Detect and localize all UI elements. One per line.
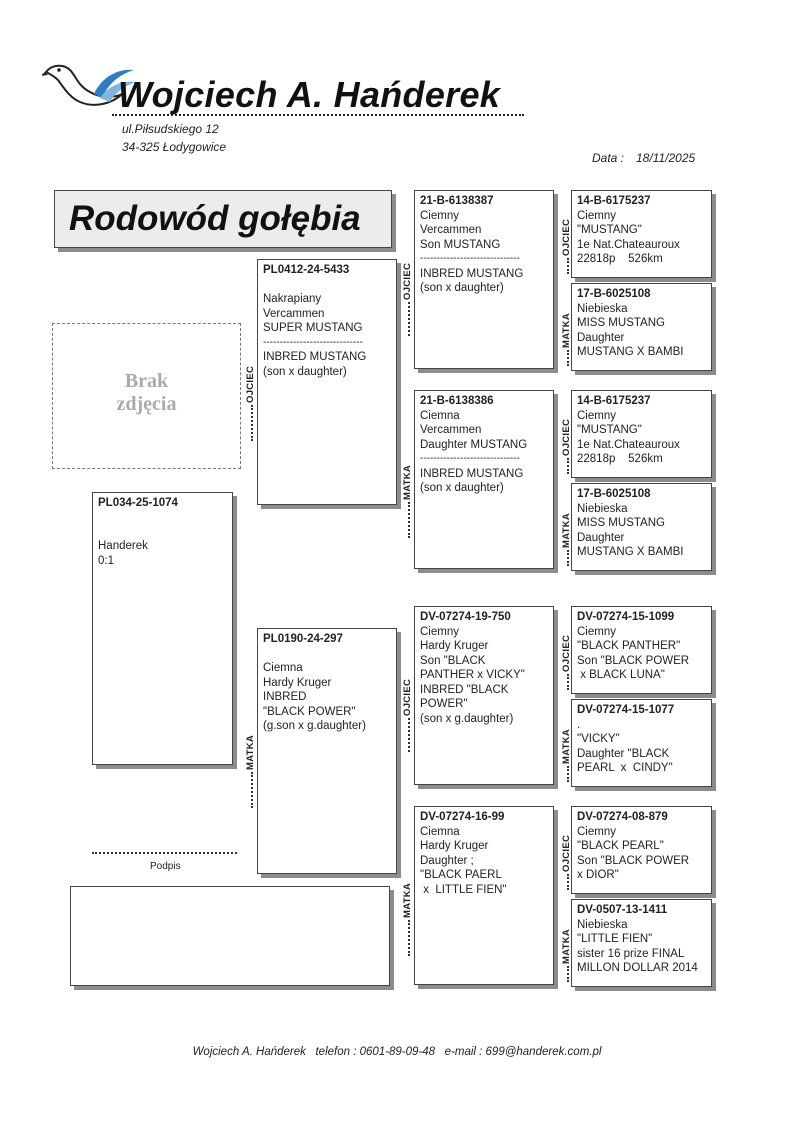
pigeon-line: .	[577, 718, 581, 731]
pigeon-line: Son MUSTANG	[420, 238, 501, 251]
sire-label: OJCIEC	[245, 365, 256, 403]
pigeon-line: (son x g.daughter)	[420, 712, 514, 725]
granddam-sire-side-card	[414, 390, 554, 569]
pigeon-line: "MUSTANG"	[577, 424, 642, 436]
ggd-label: MATKA	[561, 312, 572, 348]
grandsire-dam-side-card	[414, 606, 554, 785]
header-underline	[112, 114, 524, 116]
pigeon-line: PANTHER x VICKY"	[420, 669, 525, 681]
photo-placeholder-line2: zdjęcia	[116, 393, 177, 415]
pigeon-line: (son x daughter)	[420, 482, 504, 494]
pigeon-line: "VICKY"	[577, 733, 620, 745]
pigeon-line: PEARL x CINDY"	[577, 762, 673, 774]
ggd-label: MATKA	[561, 928, 572, 964]
pigeon-line: MUSTANG X BAMBI	[577, 546, 684, 558]
pigeon-ring: 21-B-6138386	[420, 395, 494, 407]
pigeon-line: Ciemna	[420, 825, 460, 838]
granddam-label-dots	[408, 502, 410, 538]
footer-contact: Wojciech A. Hańderek telefon : 0601-89-09-48 e-mail : 699@handerek.com.pl	[192, 1046, 602, 1058]
dam-line: Ciemna	[263, 662, 303, 674]
pigeon-line: Hardy Kruger	[420, 840, 489, 852]
photo-placeholder-line1: Brak	[124, 370, 169, 392]
pigeon-ring: DV-07274-15-1099	[577, 611, 675, 623]
sire-ring: PL0412-24-5433	[263, 264, 350, 276]
pigeon-line: Niebieska	[577, 502, 628, 515]
pigeon-line: Son "BLACK	[420, 654, 486, 667]
pigeon-line: Ciemna	[420, 409, 460, 422]
pigeon-line: x BLACK LUNA"	[577, 669, 665, 681]
great-grandparent-card	[571, 190, 712, 278]
ggs-label-dots	[567, 258, 569, 274]
dam-line: INBRED	[263, 691, 307, 703]
pigeon-line: Son "BLACK POWER	[577, 854, 690, 867]
ggd-label: MATKA	[561, 512, 572, 548]
dam-line: "BLACK POWER"	[263, 705, 356, 718]
ggs-label-dots	[567, 458, 569, 474]
pigeon-line: ------------------------------	[420, 253, 520, 264]
subject-line	[98, 511, 227, 526]
signature-line	[92, 852, 237, 854]
dam-line: (g.son x g.daughter)	[263, 720, 366, 732]
grandsire-label: OJCIEC	[402, 262, 413, 300]
ggd-label-dots	[567, 766, 569, 782]
dam-card	[257, 628, 397, 874]
pigeon-line: 22818p 526km	[577, 253, 663, 265]
sire-line: ------------------------------	[263, 336, 363, 348]
pigeon-ring: 17-B-6025108	[577, 488, 651, 500]
great-grandparent-card	[571, 806, 712, 894]
grandsire-label: OJCIEC	[402, 678, 413, 716]
sire-line: (son x daughter)	[263, 365, 347, 378]
pigeon-line: sister 16 prize FINAL	[577, 947, 685, 960]
breeder-name: Wojciech A. Hańderek	[118, 74, 501, 115]
sire-card	[257, 259, 397, 505]
sire-line: SUPER MUSTANG	[263, 322, 363, 334]
pigeon-ring: 17-B-6025108	[577, 288, 651, 300]
ggd-label-dots	[567, 550, 569, 566]
pigeon-line: MILLON DOLLAR 2014	[577, 962, 698, 974]
sire-line: INBRED MUSTANG	[263, 351, 367, 363]
great-grandparent-card	[571, 699, 712, 787]
subject-line: Handerek	[98, 540, 148, 552]
pigeon-ring: 14-B-6175237	[577, 195, 651, 207]
pigeon-line: POWER"	[420, 698, 468, 710]
pigeon-line: "LITTLE FIEN"	[577, 933, 653, 945]
pigeon-line: MUSTANG X BAMBI	[577, 346, 684, 358]
pigeon-ring: 21-B-6138387	[420, 195, 494, 207]
pigeon-line: INBRED "BLACK	[420, 683, 509, 696]
sire-label-dots	[251, 405, 253, 441]
pigeon-line: 1e Nat.Chateauroux	[577, 238, 680, 251]
sire-line: Vercammen	[263, 307, 325, 320]
pigeon-ring: DV-0507-13-1411	[577, 904, 668, 916]
pigeon-line: Hardy Kruger	[420, 640, 489, 652]
pigeon-line: "BLACK PAERL	[420, 869, 502, 881]
pigeon-line: Daughter MUSTANG	[420, 438, 528, 451]
ggs-label: OJCIEC	[561, 218, 572, 256]
subject-pigeon-card	[92, 492, 233, 765]
signature-label: Podpis	[150, 861, 181, 872]
notes-box	[70, 886, 390, 986]
dam-line: Hardy Kruger	[263, 676, 332, 689]
ggd-label-dots	[567, 350, 569, 366]
address-city: 34-325 Łodygowice	[122, 140, 227, 154]
pigeon-line: MISS MUSTANG	[577, 517, 665, 529]
grandsire-label-dots	[408, 718, 410, 752]
dam-ring: PL0190-24-297	[263, 633, 343, 645]
granddam-label: MATKA	[402, 464, 413, 500]
dam-label-dots	[251, 772, 253, 808]
subject-ring: PL034-25-1074	[98, 497, 178, 509]
pigeon-line: Ciemny	[420, 209, 459, 222]
great-grandparent-card	[571, 483, 712, 571]
pigeon-line: Ciemny	[577, 825, 616, 838]
pigeon-line: x LITTLE FIEN"	[420, 883, 507, 896]
granddam-label: MATKA	[402, 882, 413, 918]
pigeon-ring: DV-07274-08-879	[577, 811, 668, 823]
pigeon-line: "MUSTANG"	[577, 224, 642, 236]
pigeon-line: INBRED MUSTANG	[420, 267, 524, 280]
sire-line: Nakrapiany	[263, 293, 322, 305]
ggs-label: OJCIEC	[561, 634, 572, 672]
pigeon-line: Niebieska	[577, 302, 628, 315]
document-title-box	[54, 190, 392, 248]
document-title: Rodowód gołębia	[69, 199, 361, 238]
ggs-label: OJCIEC	[561, 834, 572, 872]
pigeon-line: Vercammen	[420, 424, 482, 436]
pigeon-line: (son x daughter)	[420, 282, 504, 294]
pigeon-line: Daughter ;	[420, 854, 474, 867]
pigeon-line: "BLACK PEARL"	[577, 840, 664, 852]
great-grandparent-card	[571, 390, 712, 478]
dam-label: MATKA	[245, 734, 256, 770]
ggs-label: OJCIEC	[561, 418, 572, 456]
subject-line: 0:1	[98, 554, 114, 567]
great-grandparent-card	[571, 606, 712, 694]
pigeon-line: "BLACK PANTHER"	[577, 640, 681, 652]
pigeon-line: MISS MUSTANG	[577, 317, 665, 329]
granddam-label-dots	[408, 920, 410, 956]
pigeon-line: Daughter	[577, 531, 625, 544]
pigeon-line: Ciemny	[577, 209, 616, 222]
grandsire-label-dots	[408, 302, 410, 336]
great-grandparent-card	[571, 283, 712, 371]
pigeon-line: x DIOR"	[577, 869, 619, 881]
pigeon-line: Niebieska	[577, 918, 628, 931]
photo-placeholder	[52, 323, 241, 469]
dam-line	[263, 647, 391, 662]
date-value: 18/11/2025	[636, 151, 696, 165]
pigeon-line: Ciemny	[420, 625, 459, 638]
pigeon-ring: DV-07274-16-99	[420, 811, 505, 823]
address-street: ul.Piłsudskiego 12	[122, 122, 219, 136]
ggs-label-dots	[567, 874, 569, 890]
sire-line	[263, 278, 391, 293]
pigeon-line: Ciemny	[577, 409, 616, 422]
ggs-label-dots	[567, 674, 569, 690]
date-label: Data :	[592, 151, 625, 165]
pigeon-line: Ciemny	[577, 625, 616, 638]
granddam-dam-side-card	[414, 806, 554, 985]
pigeon-line: Vercammen	[420, 224, 482, 236]
pigeon-line: 22818p 526km	[577, 453, 663, 465]
ggd-label-dots	[567, 966, 569, 982]
grandsire-sire-side-card	[414, 190, 554, 369]
pigeon-ring: DV-07274-19-750	[420, 611, 511, 623]
pigeon-line: ------------------------------	[420, 453, 520, 464]
pigeon-ring: 14-B-6175237	[577, 395, 651, 407]
pigeon-ring: DV-07274-15-1077	[577, 704, 675, 716]
great-grandparent-card	[571, 899, 712, 987]
pigeon-line: Daughter "BLACK	[577, 747, 670, 760]
ggd-label: MATKA	[561, 728, 572, 764]
pigeon-line: Son "BLACK POWER	[577, 654, 690, 667]
pigeon-line: Daughter	[577, 331, 625, 344]
pigeon-line: INBRED MUSTANG	[420, 467, 524, 480]
pigeon-line: 1e Nat.Chateauroux	[577, 438, 680, 451]
